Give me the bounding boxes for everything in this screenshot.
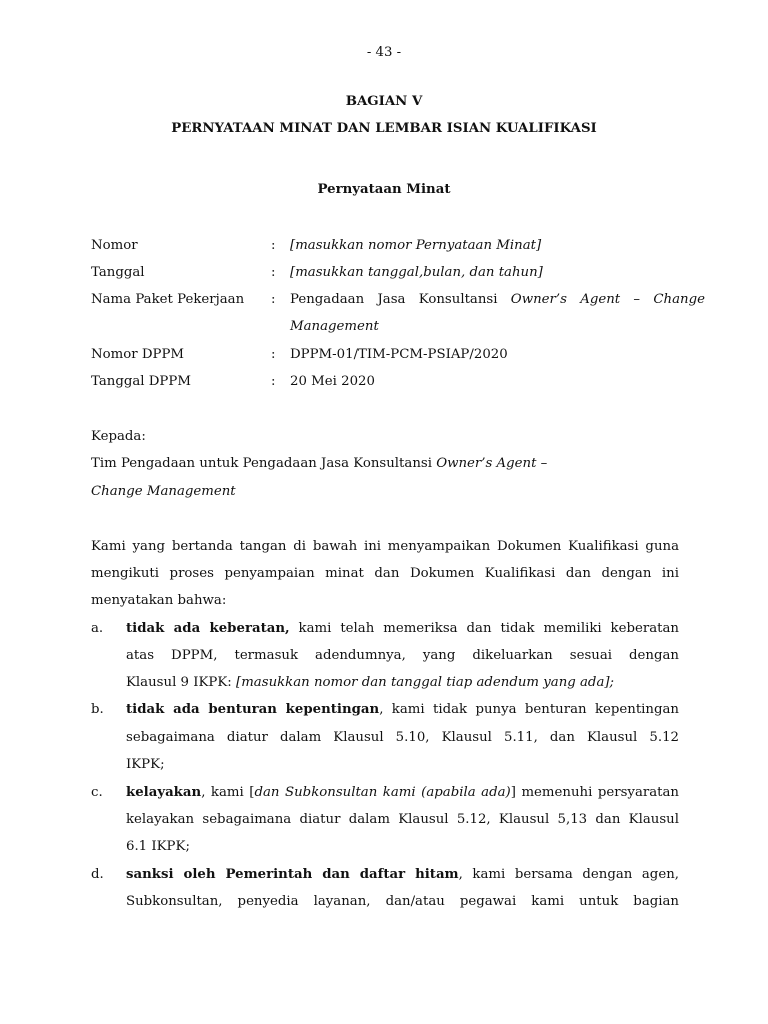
subtitle: Pernyataan Minat <box>317 182 451 197</box>
field-value-italic: Owner’s Agent – Change <box>510 292 705 307</box>
field-value-italic: [masukkan tanggal,bulan, dan tahun] <box>290 265 543 280</box>
field-value-italic: [masukkan nomor Pernyataan Minat] <box>290 238 542 253</box>
field-value-plain: Pengadaan Jasa Konsultansi <box>290 292 498 307</box>
list-item-line: kelayakan sebagaimana diatur dalam Klausul 5.12, Klausul 5,13 dan Klausul <box>126 812 679 827</box>
list-item-line: atas DPPM, termasuk adendumnya, yang dikeluarkan sesuai dengan <box>126 648 679 663</box>
list-item-line: IKPK; <box>126 757 165 772</box>
list-item-line <box>126 867 679 882</box>
field-colon: : <box>271 374 276 389</box>
recipient-italic: Owner’s Agent – <box>436 456 548 471</box>
list-item-bold: tidak ada benturan kepentingan <box>126 702 380 717</box>
field-value-line2 <box>290 319 379 334</box>
list-item-bold: tidak ada keberatan, <box>126 621 290 636</box>
list-marker: d. <box>91 867 104 882</box>
intro-line-3: menyatakan bahwa: <box>91 593 227 608</box>
list-item-text: , kami tidak punya benturan kepentingan <box>379 702 679 717</box>
intro-line-1: Kami yang bertanda tangan di bawah ini menyampaikan Dokumen Kualifikasi guna <box>91 539 679 554</box>
list-marker: c. <box>91 785 103 800</box>
list-item-text: ] memenuhi persyaratan <box>510 785 679 800</box>
recipient-line1 <box>91 456 547 471</box>
list-item-line: 6.1 IKPK; <box>126 839 190 854</box>
recipient-italic: Change Management <box>91 484 236 499</box>
field-value <box>290 238 541 253</box>
field-label: Nomor DPPM <box>91 347 185 362</box>
list-marker: b. <box>91 702 104 717</box>
list-item-text: kami telah memeriksa dan tidak memiliki keberatan <box>289 621 679 636</box>
list-item-line <box>126 702 679 717</box>
section-title: PERNYATAAN MINAT DAN LEMBAR ISIAN KUALIFIKASI <box>171 121 597 136</box>
intro-line-2: mengikuti proses penyampaian minat dan Dokumen Kualifikasi dan dengan ini <box>91 566 679 581</box>
page-number: - 43 - <box>366 45 402 60</box>
field-value <box>290 292 705 307</box>
list-item-line <box>126 621 679 636</box>
field-colon: : <box>271 292 276 307</box>
recipient-plain: Tim Pengadaan untuk Pengadaan Jasa Konsultansi <box>91 456 432 471</box>
field-value <box>290 265 543 280</box>
list-item-bold: sanksi oleh Pemerintah dan daftar hitam <box>126 867 459 882</box>
field-label: Tanggal <box>91 265 145 280</box>
field-value: 20 Mei 2020 <box>290 374 375 389</box>
list-item-text: , kami bersama dengan agen, <box>458 867 679 882</box>
field-label: Nomor <box>91 238 138 253</box>
list-item-italic: dan Subkonsultan kami (apabila ada) <box>254 785 511 800</box>
list-item-text: , kami [ <box>201 785 255 800</box>
section-label: BAGIAN V <box>345 94 423 109</box>
field-colon: : <box>271 238 276 253</box>
field-colon: : <box>271 347 276 362</box>
recipient-line2 <box>91 484 236 499</box>
field-label: Tanggal DPPM <box>91 374 191 389</box>
list-marker: a. <box>91 621 104 636</box>
list-item-text: Klausul 9 IKPK: <box>126 675 232 690</box>
field-colon: : <box>271 265 276 280</box>
field-label: Nama Paket Pekerjaan <box>91 292 245 307</box>
list-item-line: sebagaimana diatur dalam Klausul 5.10, Klausul 5.11, dan Klausul 5.12 <box>126 730 679 745</box>
list-item-bold: kelayakan <box>126 785 202 800</box>
field-value: DPPM-01/TIM-PCM-PSIAP/2020 <box>290 347 508 362</box>
list-item-line: Subkonsultan, penyedia layanan, dan/atau pegawai kami untuk bagian <box>126 894 679 909</box>
list-item-line <box>126 785 679 800</box>
field-value-italic: Management <box>290 319 379 334</box>
recipient-kepada: Kepada: <box>91 429 146 444</box>
list-item-italic: [masukkan nomor dan tanggal tiap adendum yang ada]; <box>236 675 615 690</box>
list-item-line <box>126 675 614 690</box>
